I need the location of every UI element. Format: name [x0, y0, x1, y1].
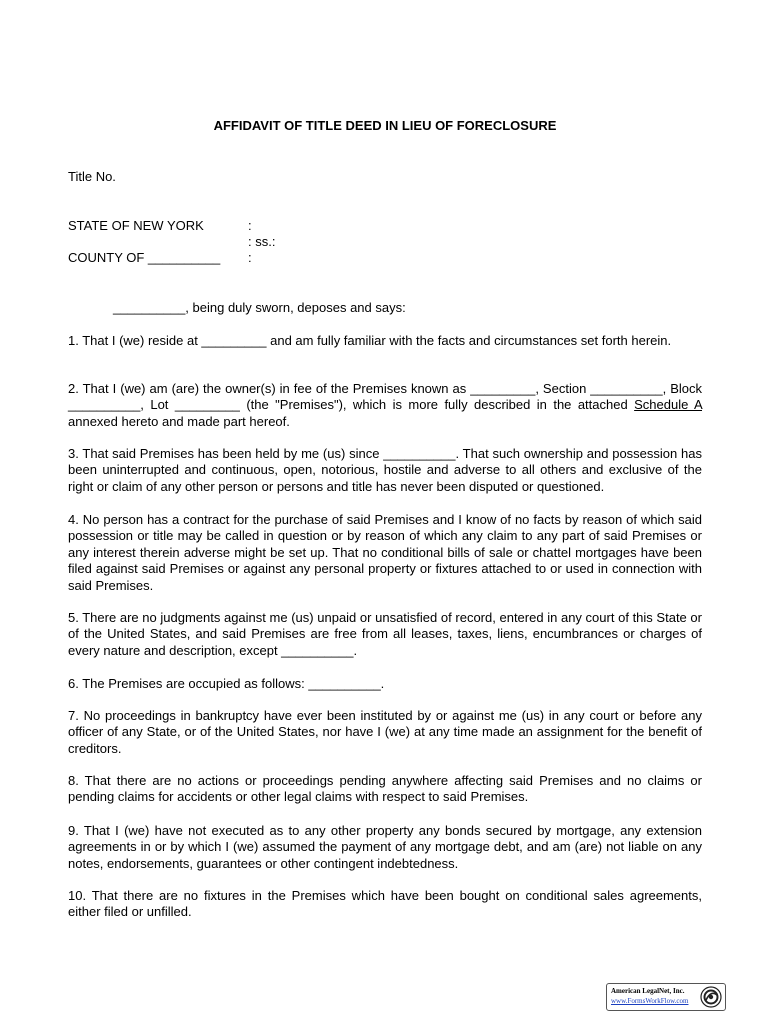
deponent-intro: __________, being duly sworn, deposes and says: — [113, 300, 406, 315]
venue-ss: : ss.: — [248, 234, 276, 249]
venue-state: STATE OF NEW YORK — [68, 218, 204, 233]
badge-company: American LegalNet, Inc. — [611, 987, 685, 995]
paragraph-4: 4. No person has a contract for the purchase of said Premises and I know of no facts by reason of which said possession or title may be called in question or by reason of which any claim to any part of said Premises or any interest therein adverse might be set up. That no conditional bills of sale or chattel mortgages have been filed against said Premises or against any personal property or fixtures attached to or used in connection with said Premises. — [68, 512, 702, 593]
paragraph-1: 1. That I (we) reside at _________ and am fully familiar with the facts and circumstances set forth herein. — [68, 333, 672, 348]
footer-badge[interactable] — [606, 983, 726, 1011]
paragraph-10: 10. That there are no fixtures in the Premises which have been bought on conditional sales agreements, either filed or unfilled. — [68, 888, 702, 920]
paragraph-7: 7. No proceedings in bankruptcy have ever been instituted by or against me (us) in any court or before any officer of any State, or of the United States, nor have I (we) at any time made an assignment for the benefit of creditors. — [68, 708, 702, 756]
venue-colon: : — [248, 250, 252, 265]
title-no-label: Title No. — [68, 169, 116, 184]
venue-colon: : — [248, 218, 252, 233]
legalnet-logo-icon — [700, 986, 722, 1008]
paragraph-6: 6. The Premises are occupied as follows: __________. — [68, 676, 385, 691]
paragraph-2 — [68, 381, 702, 430]
schedule-a-reference: Schedule A — [634, 397, 702, 413]
paragraph-3: 3. That said Premises has been held by me (us) since __________. That such ownership and possession has been uninterrupted and continuous, open, notorious, hostile and adverse to all others and exclusive of the right or claim of any other person or persons and title has never been disputed or questioned. — [68, 446, 702, 494]
venue-county: COUNTY OF __________ — [68, 250, 221, 265]
document-title: AFFIDAVIT OF TITLE DEED IN LIEU OF FORECLOSURE — [213, 118, 557, 133]
paragraph-9: 9. That I (we) have not executed as to any other property any bonds secured by mortgage, any extension agreements in or by which I (we) assumed the payment of any mortgage debt, and am (are) not liable on any notes, endorsements, guarantees or other contingent indebtedness. — [68, 823, 702, 871]
paragraph-8: 8. That there are no actions or proceedings pending anywhere affecting said Premises and no claims or pending claims for accidents or other legal claims with respect to said Premises. — [68, 773, 702, 805]
badge-url[interactable]: www.FormsWorkFlow.com — [611, 997, 689, 1005]
paragraph-5: 5. There are no judgments against me (us) unpaid or unsatisfied of record, entered in any court of this State or of the United States, and said Premises are free from all leases, taxes, liens, encumbrances or charges of every nature and description, except __________. — [68, 610, 702, 658]
paragraph-2-text: 2. That I (we) am (are) the owner(s) in fee of the Premises known as _________, Section __________, Block __________, Lot _________ (the "Premises"), which is more fully described in the attached — [68, 381, 702, 413]
paragraph-2-text-end: annexed hereto and made part hereof. — [68, 413, 290, 429]
